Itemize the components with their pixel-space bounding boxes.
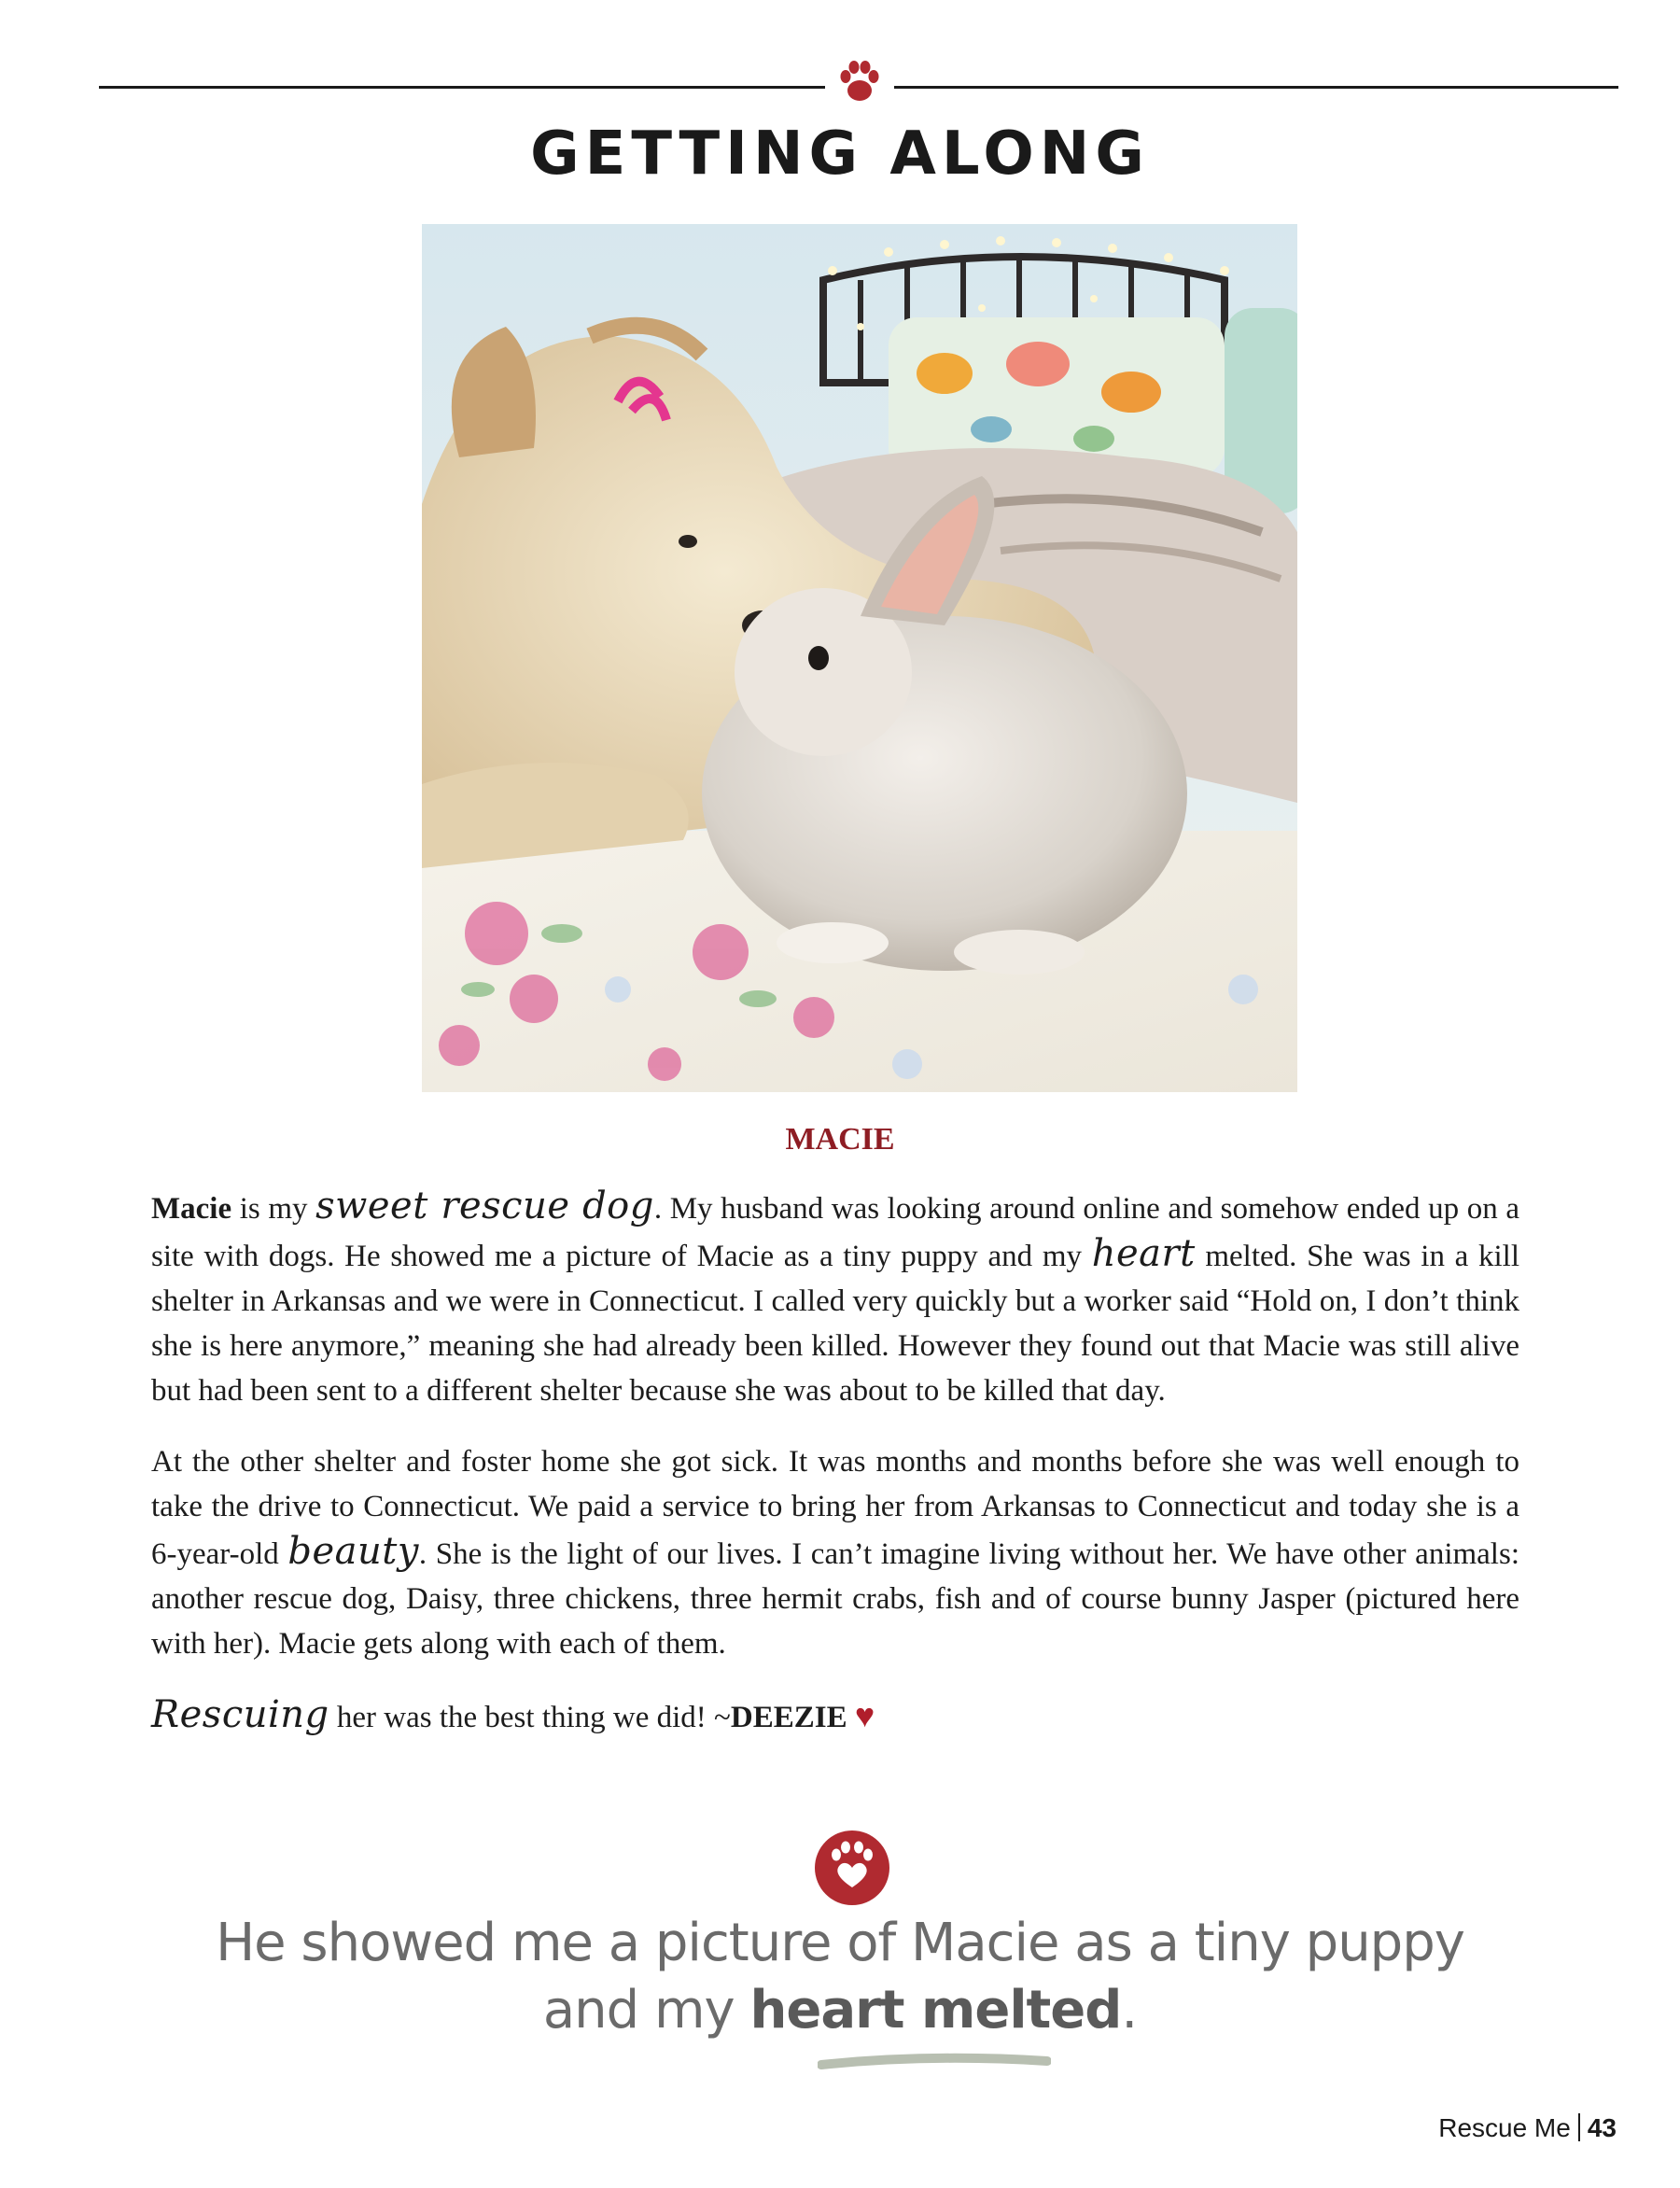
pull-quote	[0, 1910, 1680, 2044]
text-span: and my	[542, 1980, 750, 2041]
header-rule-left	[99, 86, 825, 89]
page-footer	[1438, 2113, 1617, 2143]
paw-icon	[833, 56, 886, 108]
heart-icon: ♥	[854, 1697, 875, 1734]
script-emphasis: sweet rescue dog	[315, 1185, 654, 1227]
author-signature: DEEZIE	[730, 1701, 847, 1734]
paragraph-2	[151, 1439, 1519, 1666]
script-emphasis: heart	[1091, 1232, 1196, 1275]
brush-underline	[818, 2050, 1051, 2074]
pull-quote-line-1: He showed me a picture of Macie as a tiny puppy	[216, 1913, 1464, 1973]
text-span: is my	[231, 1192, 316, 1226]
article-body	[151, 1184, 1519, 1766]
script-emphasis: Rescuing	[151, 1693, 329, 1736]
text-span: melted. She was in a kill shelter in Arkansas and we were in Connecticut. I called very quickly but a worker said “Hold on, I don’t think she is here anymore,” meaning she had already been killed. However they found out that Macie was still alive but had been sent to a different shelter because she was about to be killed that day.	[151, 1240, 1519, 1408]
dog-name: Macie	[151, 1192, 232, 1226]
page-title: GETTING ALONG	[530, 119, 1150, 189]
photo-caption: MACIE	[785, 1122, 895, 1157]
pull-quote-line-2	[0, 1977, 1680, 2044]
page-number: 43	[1587, 2113, 1617, 2142]
text-span: . My husband was looking around online and somehow ended up on a site with dogs. He showed me a picture of Macie as a tiny puppy and my	[151, 1192, 1519, 1273]
script-emphasis: beauty	[287, 1530, 419, 1573]
text-span: her was the best thing we did! ~	[329, 1701, 731, 1734]
text-span: . She is the light of our lives. I can’t imagine living without her. We have other animals: another rescue dog, Daisy, three chickens, three hermit crabs, fish and of course bunny Jasper (pictured here with her). Macie gets along with each of them.	[151, 1537, 1519, 1661]
text-span: .	[1121, 1980, 1138, 2041]
paragraph-1	[151, 1184, 1519, 1413]
pull-quote-emphasis: heart melted	[749, 1980, 1122, 2041]
footer-divider	[1578, 2113, 1580, 2141]
publication-name: Rescue Me	[1438, 2113, 1571, 2142]
paragraph-3	[151, 1692, 1519, 1740]
header-rule-right	[894, 86, 1618, 89]
text-span: At the other shelter and foster home she got sick. It was months and months before she was well enough to take the drive to Connecticut. We paid a service to bring her from Arkansas to Connecticut and today she is a 6-year-old	[151, 1445, 1519, 1571]
dog-and-bunny-photo	[422, 224, 1297, 1092]
paw-badge-icon	[814, 1830, 890, 1906]
